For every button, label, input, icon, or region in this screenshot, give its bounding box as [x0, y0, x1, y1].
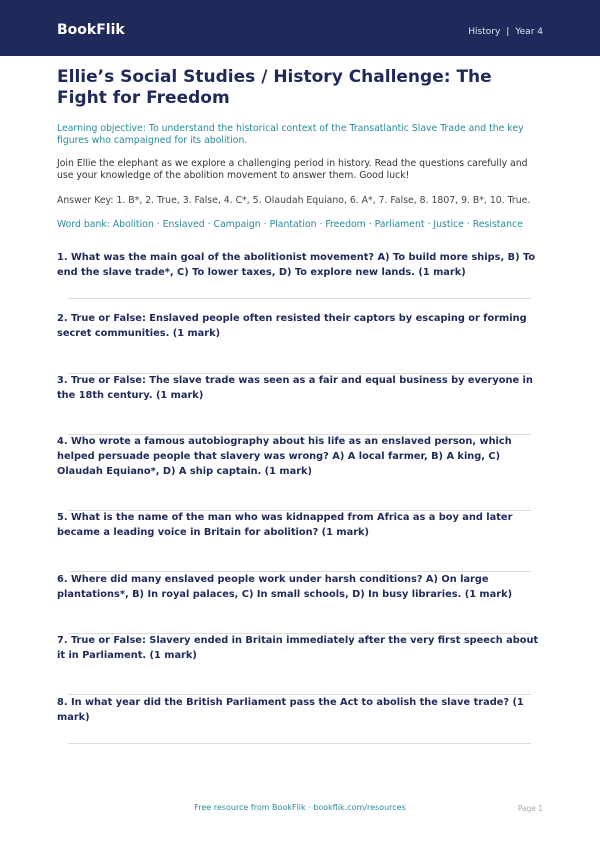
header-bar — [0, 0, 600, 56]
question-1: 1. What was the main goal of the abolitionist movement? A) To build more ships, B) To end the slave trade*, C) To lower taxes, D) To explore new lands. (1 mark) — [57, 252, 536, 278]
page-title: Ellie’s Social Studies / History Challenge: The Fight for Freedom — [57, 67, 492, 108]
learning-objective: Learning objective: To understand the historical context of the Transatlantic Slave Trade and the key figures who campaigned for its abolition. — [57, 123, 524, 146]
header-meta — [468, 27, 543, 37]
brand-logo[interactable]: BookFlik — [57, 22, 125, 38]
footer-link[interactable]: Free resource from BookFlik · bookflik.com/resources — [194, 803, 406, 812]
question-2: 2. True or False: Enslaved people often resisted their captors by escaping or forming secret communities. (1 mark) — [57, 313, 527, 339]
question-8: 8. In what year did the British Parliament pass the Act to abolish the slave trade? (1 mark) — [57, 697, 524, 723]
subject-label: History — [468, 27, 501, 37]
question-5: 5. What is the name of the man who was kidnapped from Africa as a boy and later became a leading voice in Britain for abolition? (1 mark) — [57, 512, 513, 538]
intro-text: Join Ellie the elephant as we explore a challenging period in history. Read the questions carefully and use your knowledge of the abolition movement to answer them. Good luck! — [57, 158, 528, 181]
page-number: Page 1 — [517, 804, 543, 813]
answer-line[interactable] — [68, 743, 531, 744]
answer-key: Answer Key: 1. B*, 2. True, 3. False, 4. C*, 5. Olaudah Equiano, 6. A*, 7. False, 8. 1807, 9. B*, 10. True. — [57, 195, 531, 206]
question-4: 4. Who wrote a famous autobiography about his life as an enslaved person, which helped persuade people that slavery was wrong? A) A local farmer, B) A king, C) Olaudah Equiano*, D) A ship captain. (1 mark) — [57, 436, 512, 477]
question-7: 7. True or False: Slavery ended in Britain immediately after the very first speech about it in Parliament. (1 mark) — [57, 635, 539, 661]
answer-line[interactable] — [68, 298, 531, 299]
header-separator: | — [506, 27, 510, 37]
question-6: 6. Where did many enslaved people work under harsh conditions? A) On large plantations*, B) In royal palaces, C) In small schools, D) In busy libraries. (1 mark) — [57, 574, 513, 600]
year-label: Year 4 — [515, 27, 543, 37]
word-bank: Word bank: Abolition · Enslaved · Campaign · Plantation · Freedom · Parliament · Justice · Resistance — [57, 219, 523, 230]
question-3: 3. True or False: The slave trade was seen as a fair and equal business by everyone in the 18th century. (1 mark) — [57, 375, 533, 401]
